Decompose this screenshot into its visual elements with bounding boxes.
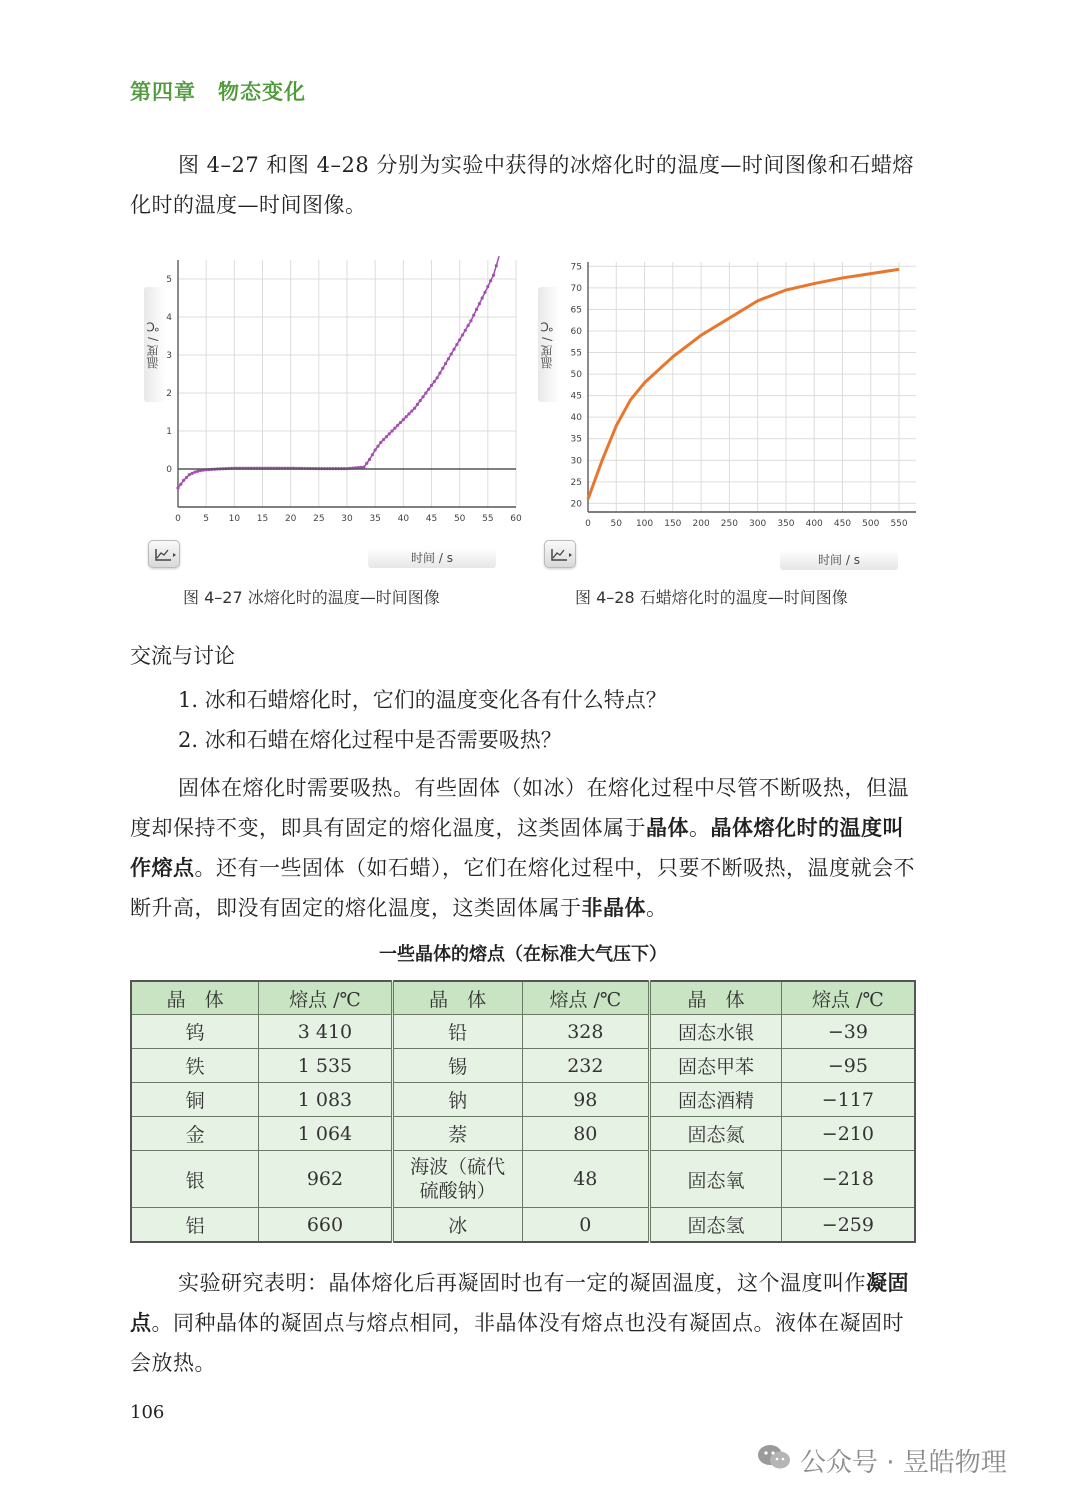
data-point [430,384,433,387]
series-line [588,269,899,499]
watermark-text: 公众号 · 昱皓物理 [800,1448,1007,1478]
crystal-name-cell: 冰 [392,1208,522,1243]
melting-point-cell: −117 [781,1083,915,1117]
data-point [374,448,377,451]
data-point [495,264,498,267]
y-tick-label: 1 [166,427,172,437]
x-tick-label: 35 [369,514,381,524]
y-tick-label: 60 [570,326,582,337]
crystal-name-cell: 锡 [392,1049,522,1083]
x-tick-label: 20 [284,514,297,524]
watermark [756,1442,1007,1479]
x-tick-label: 45 [425,514,438,524]
x-tick-label: 500 [862,519,880,529]
x-tick-label: 40 [397,514,410,524]
melting-point-cell: 98 [522,1083,650,1117]
melting-point-cell: 660 [259,1208,393,1243]
data-point [376,445,379,448]
data-point [188,473,191,476]
y-tick-label: 65 [570,305,582,316]
crystal-name-cell: 铜 [131,1083,259,1117]
melting-point-cell: 48 [522,1151,650,1208]
table-row [131,1117,915,1151]
para-text: 。还有一些固体（如石蜡），它们在熔化过程中，只要不断吸热，温度就会不断升高，即没有固定的熔化温度，这类固体属于 [130,856,915,920]
data-point [371,453,374,456]
y-tick-label: 0 [166,465,172,475]
x-tick-label: 350 [777,519,795,529]
term-amorphous: 非晶体 [581,896,646,920]
term-freezing-point: 凝固点 [130,1271,909,1335]
x-tick-label: 0 [585,519,591,529]
data-point [472,314,475,317]
data-point [461,333,464,336]
ice-melting-chart [136,252,526,582]
crystal-name-cell: 固态甲苯 [650,1049,782,1083]
term-crystal: 晶体 [646,816,689,840]
data-point [489,279,492,282]
melting-point-cell: 0 [522,1208,650,1243]
para-text: 实验研究表明：晶体熔化后再凝固时也有一定的凝固温度，这个温度叫作 [178,1271,866,1295]
x-tick-label: 550 [890,519,908,529]
crystal-name-cell: 银 [131,1151,259,1208]
data-point [196,470,199,473]
data-point [433,380,436,383]
data-point [379,441,382,444]
data-point [368,458,371,461]
data-point [455,343,458,346]
crystal-name-cell: 固态氢 [650,1208,782,1243]
data-point [438,371,441,374]
discussion-question-1: 1. 冰和石蜡熔化时，它们的温度变化各有什么特点？ [178,688,667,712]
chapter-title: 第四章 物态变化 [130,80,306,104]
data-point [427,388,430,391]
intro-text: 图 4–27 和图 4–28 分别为实验中获得的冰熔化时的温度—时间图像和石蜡熔化时的温度—时间图像。 [130,153,914,217]
x-tick-label: 5 [203,514,210,524]
y-tick-label: 20 [570,499,582,510]
crystal-paragraph [130,768,916,928]
figure-caption-4-28: 图 4–28 石蜡熔化时的温度—时间图像 [575,588,848,607]
x-tick-label: 200 [692,519,710,529]
para-text: 。 [689,816,711,840]
data-point [441,367,444,370]
crystal-name-cell: 固态氧 [650,1151,782,1208]
chart-tool-icon[interactable] [544,540,576,568]
y-tick-label: 35 [570,434,582,445]
y-tick-label: 70 [570,283,582,294]
data-point [190,472,193,475]
data-point [475,308,478,311]
crystal-name-cell: 海波（硫代硫酸钠） [392,1151,522,1208]
data-point [458,338,461,341]
header-melting-point: 熔点 /℃ [522,981,650,1015]
data-point [396,424,399,427]
data-point [481,296,484,299]
x-tick-label: 60 [510,514,522,524]
melting-point-cell: −259 [781,1208,915,1243]
data-point [193,470,196,473]
header-crystal: 晶 体 [650,981,782,1015]
crystal-name-cell: 固态氮 [650,1117,782,1151]
melting-point-cell: 3 410 [259,1015,393,1049]
data-point [402,418,405,421]
y-tick-label: 30 [570,456,582,467]
table-row [131,1015,915,1049]
melting-point-cell: 232 [522,1049,650,1083]
wax-x-axis-label: 时间 / s [780,550,898,570]
melting-point-cell: 962 [259,1151,393,1208]
crystal-name-cell: 钠 [392,1083,522,1117]
data-point [469,319,472,322]
x-tick-label: 450 [833,519,852,529]
data-point [467,324,470,327]
data-point [436,376,439,379]
table-header-row [131,981,915,1015]
x-tick-label: 300 [749,519,767,529]
data-point [405,415,408,418]
data-point [444,362,447,365]
data-point [486,285,489,288]
data-point [393,427,396,430]
melting-point-cell: 1 083 [259,1083,393,1117]
crystal-name-cell: 固态酒精 [650,1083,782,1117]
x-tick-label: 10 [228,514,241,524]
x-tick-label: 30 [341,514,353,524]
melting-point-cell: −95 [781,1049,915,1083]
para-text: 。 [646,896,668,920]
crystal-name-cell: 萘 [392,1117,522,1151]
data-point [388,432,391,435]
y-tick-label: 2 [166,389,172,399]
x-tick-label: 0 [175,514,181,524]
y-tick-label: 40 [570,413,582,424]
x-tick-label: 50 [453,514,466,524]
data-point [478,302,481,305]
header-melting-point: 熔点 /℃ [781,981,915,1015]
melting-point-table [130,980,916,1243]
ice-y-axis-label: 温度 / ℃ [144,287,166,402]
crystal-name-cell: 铁 [131,1049,259,1083]
term-melting-point: 晶体熔化时的温度叫作熔点 [130,816,904,880]
crystal-name-cell: 铅 [392,1015,522,1049]
y-tick-label: 5 [166,275,172,285]
discussion-heading: 交流与讨论 [130,644,235,668]
freezing-paragraph [130,1263,916,1383]
crystal-name-cell: 钨 [131,1015,259,1049]
wax-chart-svg [532,252,922,542]
y-tick-label: 50 [570,370,582,381]
data-point [362,466,365,469]
data-point [176,486,179,489]
data-point [390,429,393,432]
intro-paragraph [130,145,916,225]
y-tick-label: 75 [570,262,582,273]
melting-point-cell: −39 [781,1015,915,1049]
data-point [483,291,486,294]
ice-chart-svg [136,252,526,542]
data-point [399,421,402,424]
header-crystal: 晶 体 [131,981,259,1015]
crystal-name-cell: 固态水银 [650,1015,782,1049]
para-text: 。同种晶体的凝固点与熔点相同，非晶体没有熔点也没有凝固点。液体在凝固时会放热。 [130,1311,904,1375]
data-point [450,352,453,355]
grid [588,262,916,512]
x-tick-label: 55 [482,514,494,524]
wax-y-axis-label: 温度 / ℃ [538,287,560,402]
table-row [131,1049,915,1083]
discussion-question-2: 2. 冰和石蜡在熔化过程中是否需要吸热？ [178,728,562,752]
x-tick-label: 250 [720,519,738,529]
data-point [452,348,455,351]
data-point [385,435,388,438]
para-text: 固体在熔化时需要吸热。有些固体（如冰）在熔化过程中尽管不断吸热，但温度却保持不变，即具有固定的熔化温度，这类固体属于 [130,776,909,840]
y-tick-label: 4 [166,313,172,323]
data-point [464,329,467,332]
chart-tool-icon[interactable] [148,540,180,568]
melting-point-cell: −210 [781,1117,915,1151]
x-tick-label: 15 [256,514,269,524]
x-tick-label: 25 [313,514,325,524]
y-tick-label: 25 [570,477,582,488]
melting-point-cell: 1 064 [259,1117,393,1151]
data-point [492,274,495,277]
table-row [131,1151,915,1208]
ice-x-axis-label: 时间 / s [368,548,496,568]
data-point [410,409,413,412]
data-point [421,395,424,398]
data-point [382,438,385,441]
melting-point-cell: 328 [522,1015,650,1049]
data-point [447,357,450,360]
data-point [179,483,182,486]
series-line [178,256,499,488]
data-point [424,391,427,394]
melting-point-cell: 80 [522,1117,650,1151]
wechat-icon [756,1442,792,1479]
page-number: 106 [130,1402,165,1423]
data-point [407,412,410,415]
crystal-name-cell: 铝 [131,1208,259,1243]
data-point [182,479,185,482]
table-row [131,1083,915,1117]
data-point [416,403,419,406]
y-tick-label: 3 [166,351,172,361]
x-tick-label: 50 [610,519,623,529]
y-tick-label: 55 [570,348,582,359]
table-row [131,1208,915,1243]
header-melting-point: 熔点 /℃ [259,981,393,1015]
x-tick-label: 400 [805,519,823,529]
data-point [419,399,422,402]
crystal-name-cell: 金 [131,1117,259,1151]
figure-caption-4-27: 图 4–27 冰熔化时的温度—时间图像 [183,588,440,607]
data-point [185,476,188,479]
header-crystal: 晶 体 [392,981,522,1015]
x-tick-label: 150 [664,519,682,529]
data-point [413,407,416,410]
y-tick-label: 45 [570,391,582,402]
x-tick-label: 100 [635,519,654,529]
table-title: 一些晶体的熔点（在标准大气压下） [379,944,667,965]
data-point [365,462,368,465]
melting-point-cell: 1 535 [259,1049,393,1083]
melting-point-cell: −218 [781,1151,915,1208]
wax-melting-chart [532,252,922,582]
